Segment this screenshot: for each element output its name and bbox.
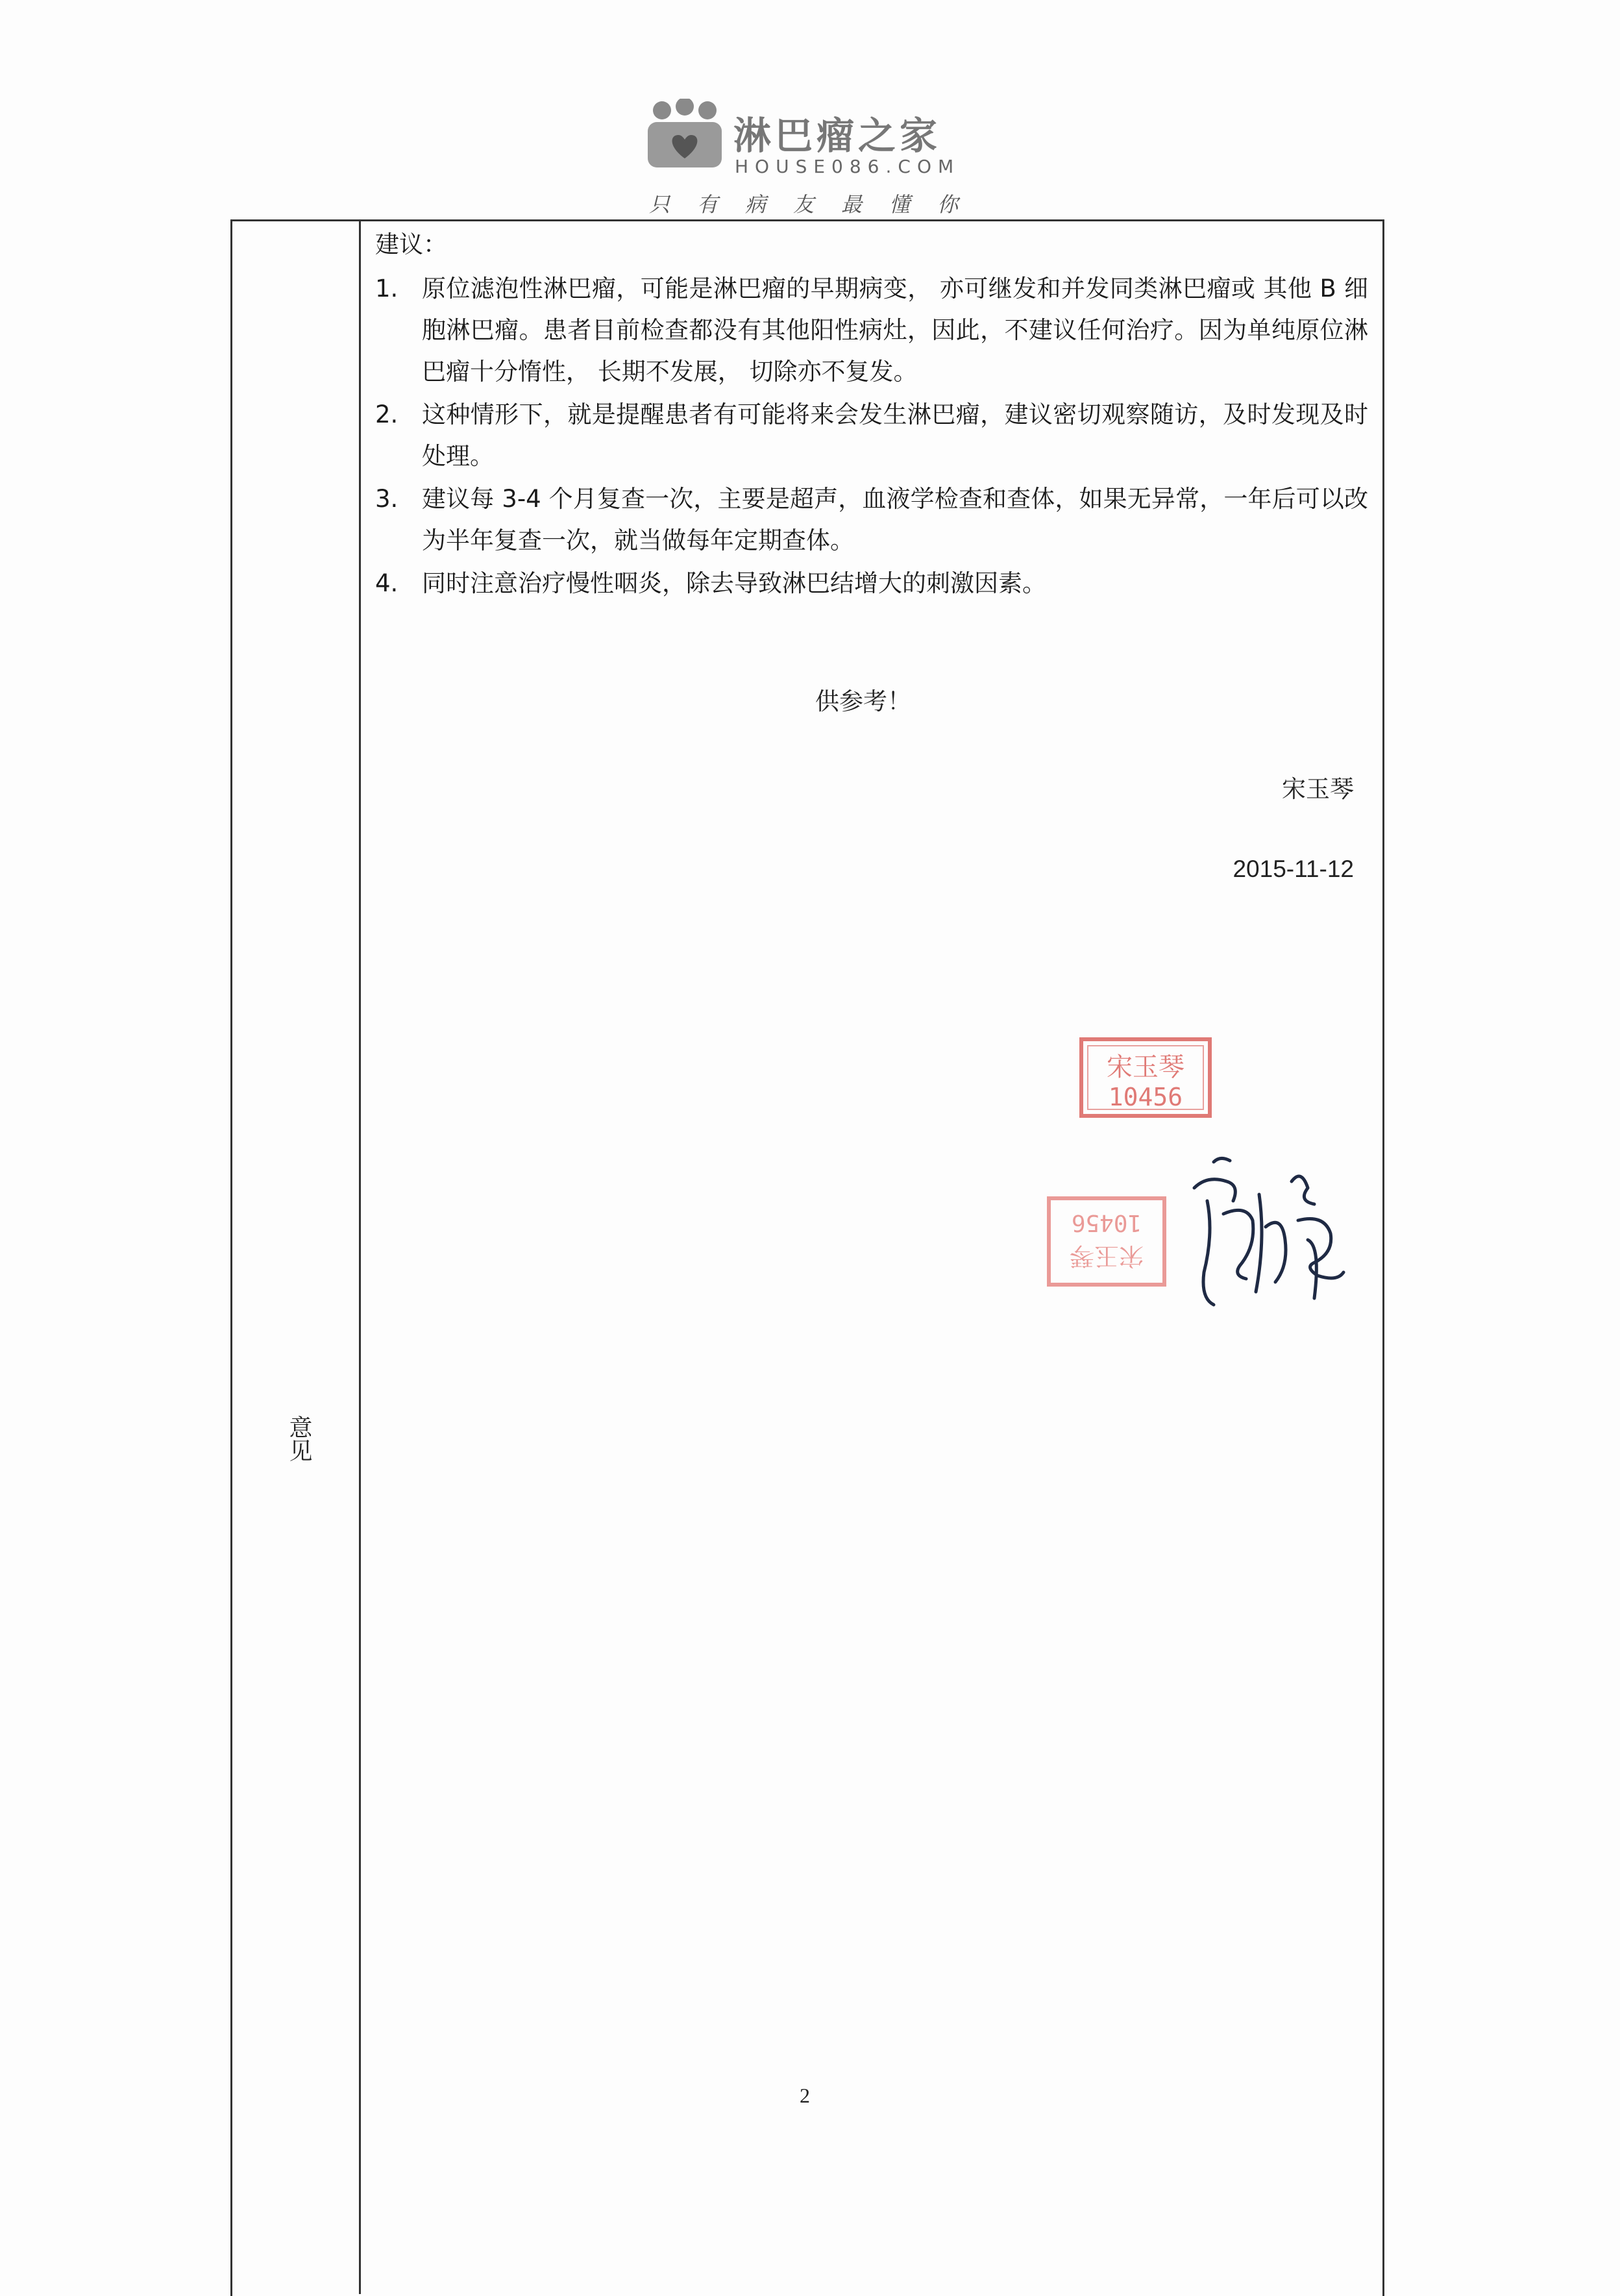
stamp-id: 10456 (1071, 1209, 1142, 1236)
advice-heading: 建议： (375, 230, 447, 258)
list-item (375, 394, 1368, 477)
page-number: 2 (800, 2084, 810, 2107)
list-item-text: 同时注意治疗慢性咽炎，除去导致淋巴结增大的刺激因素。 (422, 569, 1046, 597)
family-heart-icon (643, 99, 727, 170)
list-item-number: 4. (375, 569, 399, 597)
list-item-text: 原位滤泡性淋巴瘤，可能是淋巴瘤的早期病变， 亦可继发和并发同类淋巴瘤或 其他 B 细胞淋巴瘤。患者目前检查都没有其他阳性病灶，因此，不建议任何治疗。因为单纯原位淋巴瘤十分惰性， 长期不发展， 切除亦不复发。 (422, 275, 1368, 386)
list-item-number: 2. (375, 401, 399, 428)
site-url: HOUSE086.COM (735, 156, 961, 177)
site-name: 淋巴瘤之家 (733, 114, 942, 158)
list-item-text: 这种情形下，就是提醒患者有可能将来会发生淋巴瘤，建议密切观察随访，及时发现及时处理。 (422, 401, 1368, 470)
row-label-opinion: 意见 (286, 1415, 312, 1462)
column-divider (359, 219, 361, 2294)
stamp-id: 10456 (1108, 1083, 1183, 1111)
list-item (375, 268, 1368, 393)
rotated-seal-stamp (1045, 1194, 1168, 1289)
list-item-number: 3. (375, 485, 399, 513)
signer-name: 宋玉琴 (1282, 775, 1354, 803)
site-slogan: 只有病友最懂你 (649, 192, 986, 217)
name-seal-stamp (1077, 1035, 1214, 1120)
sign-date: 2015-11-12 (1233, 856, 1354, 882)
closing-note: 供参考！ (815, 687, 911, 715)
list-item (375, 563, 1368, 604)
list-item (375, 478, 1368, 562)
stamp-name: 宋玉琴 (1107, 1052, 1184, 1082)
handwritten-signature (1168, 1142, 1363, 1324)
advice-section (375, 224, 1368, 606)
list-item-text: 建议每 3-4 个月复查一次，主要是超声，血液学检查和查体，如果无异常，一年后可以改为半年复查一次，就当做每年定期查体。 (422, 485, 1368, 554)
stamp-name: 宋玉琴 (1069, 1242, 1144, 1270)
list-item-number: 1. (375, 275, 399, 302)
site-logo (643, 97, 986, 221)
